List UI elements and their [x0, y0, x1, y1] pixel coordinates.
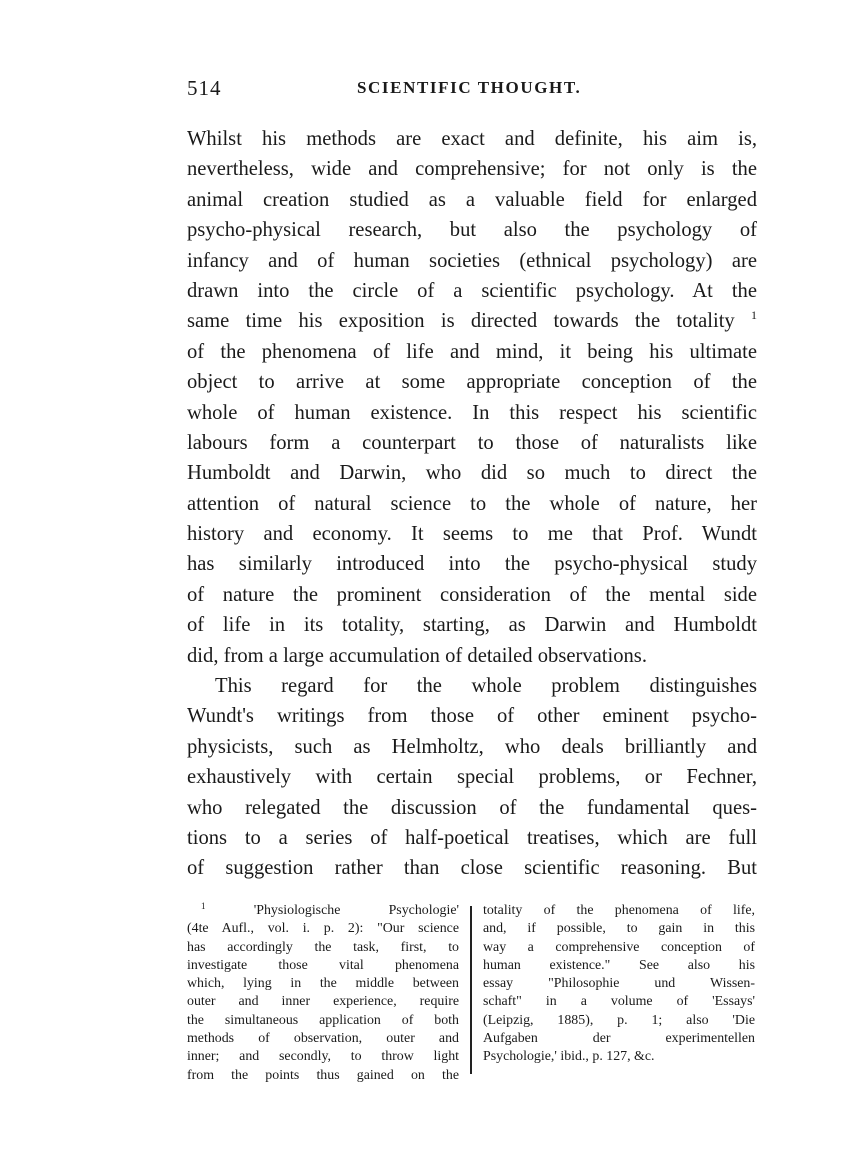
footnote-line: (4te Aufl., vol. i. p. 2): "Our science	[187, 921, 459, 937]
footnote-line-content: 'Physiologische Psychologie'	[253, 903, 459, 918]
footnotes	[187, 901, 757, 1083]
text-line: attention of natural science to the whole of nature, her	[187, 492, 757, 515]
footnote-line: schaft" in a volume of 'Essays'	[483, 994, 755, 1010]
footnote-line: (Leipzig, 1885), p. 1; also 'Die	[483, 1012, 755, 1028]
footnote-line: from the points thus gained on the	[187, 1067, 459, 1083]
footnote-line: inner; and secondly, to throw light	[187, 1049, 459, 1065]
text-line: Whilst his methods are exact and definite, his aim is,	[187, 128, 757, 150]
footnote-line: way a comprehensive conception of	[483, 939, 755, 955]
footnote-line: Psychologie,' ibid., p. 127, &c.	[483, 1049, 655, 1065]
footnote-column-divider	[470, 906, 472, 1074]
footnote-line: outer and inner experience, require	[187, 994, 459, 1010]
text-line: object to arrive at some appropriate conception of the	[187, 371, 757, 394]
text-line: animal creation studied as a valuable field for enlarged	[187, 188, 757, 211]
text-line: whole of human existence. In this respect his scientific	[187, 401, 757, 424]
text-line: Humboldt and Darwin, who did so much to direct the	[187, 462, 757, 485]
footnote-line: the simultaneous application of both	[187, 1012, 459, 1028]
text-line: drawn into the circle of a scientific psychology. At the	[187, 279, 757, 302]
footnote-line: human existence." See also his	[483, 957, 755, 973]
footnote-line: methods of observation, outer and	[187, 1031, 459, 1047]
text-line: psycho-physical research, but also the psychology of	[187, 219, 757, 242]
text-line: of life in its totality, starting, as Darwin and Humboldt	[187, 614, 757, 637]
footnote-line: and, if possible, to gain in this	[483, 921, 755, 937]
text-line: labours form a counterpart to those of naturalists like	[187, 431, 757, 454]
page-number: 514	[187, 76, 222, 100]
text-line	[187, 306, 757, 336]
footnote-line: totality of the phenomena of life,	[483, 903, 755, 918]
running-head: SCIENTIFIC THOUGHT.	[357, 78, 582, 97]
text-line: of the phenomena of life and mind, it being his ultimate	[187, 340, 757, 363]
text-line: of suggestion rather than close scientific reasoning. But	[187, 857, 757, 880]
text-line: has similarly introduced into the psycho-physical study	[187, 553, 757, 576]
text-line: Wundt's writings from those of other eminent psycho-	[187, 705, 757, 728]
text-line-content: same time his exposition is directed towards the totality	[187, 310, 735, 333]
page-header	[187, 76, 757, 102]
text-line: physicists, such as Helmholtz, who deals brilliantly and	[187, 735, 757, 758]
footnote-line: investigate those vital phenomena	[187, 957, 459, 973]
footnote-reference[interactable]: 1	[751, 308, 757, 323]
text-line: history and economy. It seems to me that Prof. Wundt	[187, 523, 757, 546]
text-line: of nature the prominent consideration of the mental side	[187, 583, 757, 606]
footnote-line: has accordingly the task, first, to	[187, 939, 459, 955]
text-line: nevertheless, wide and comprehensive; for not only is the	[187, 158, 757, 181]
footnote-column-left	[187, 902, 459, 1085]
footnote-line: essay "Philosophie und Wissen-	[483, 976, 755, 992]
text-line: This regard for the whole problem distinguishes	[215, 675, 757, 698]
text-line: exhaustively with certain special problems, or Fechner,	[187, 766, 757, 789]
text-line: tions to a series of half-poetical treatises, which are full	[187, 826, 757, 849]
footnote-column-right	[483, 902, 755, 1067]
text-line: who relegated the discussion of the fundamental ques-	[187, 796, 757, 819]
footnote-line	[187, 902, 459, 920]
footnote-line: Aufgaben der experimentellen	[483, 1031, 755, 1047]
text-line: infancy and of human societies (ethnical psychology) are	[187, 249, 757, 272]
text-line: did, from a large accumulation of detailed observations.	[187, 644, 647, 667]
footnote-marker: 1	[201, 901, 206, 911]
body-text	[187, 124, 757, 884]
footnote-line: which, lying in the middle between	[187, 976, 459, 992]
